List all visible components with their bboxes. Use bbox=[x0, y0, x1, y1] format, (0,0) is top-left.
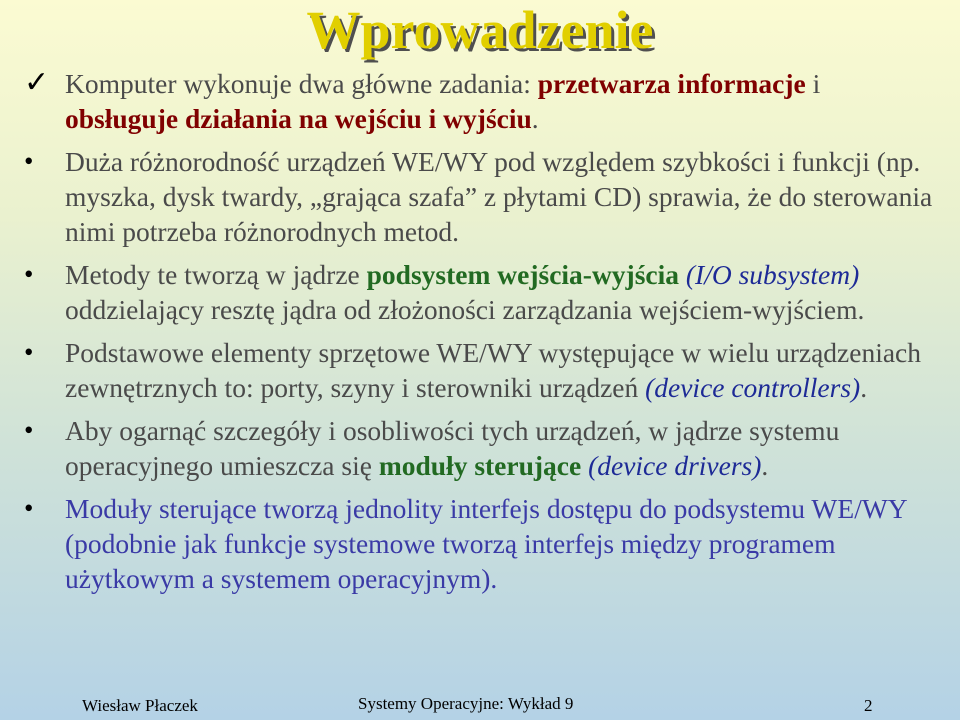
bullet-dot-icon: • bbox=[24, 415, 34, 445]
english-term: (device drivers) bbox=[588, 450, 762, 481]
english-term: (device controllers) bbox=[645, 372, 861, 403]
bullet-text: . bbox=[531, 103, 539, 134]
bullet-item-2 bbox=[0, 144, 960, 249]
bullet-text: Moduły sterujące tworzą jednolity interfejs dostępu do podsystemu WE/WY (podobnie jak funkcje systemowe tworzą interfejs między programem użytkowym a systemem operacyjnym). bbox=[65, 493, 907, 594]
page-number: 2 bbox=[864, 696, 873, 715]
slide-title: Wprowadzenie bbox=[306, 0, 654, 60]
bullet-text: oddzielający resztę jądra od złożoności zarządzania wejściem-wyjściem. bbox=[65, 294, 865, 325]
bullet-text: Duża różnorodność urządzeń WE/WY pod względem szybkości i funkcji (np. myszka, dysk twardy, „grająca szafa” z płytami CD) sprawia, że do sterowania nimi potrzeba różnorodnych metod. bbox=[65, 146, 933, 247]
bullet-dot-icon: • bbox=[24, 259, 34, 289]
bullet-item-5 bbox=[0, 413, 960, 483]
emphasis-text: przetwarza informacje bbox=[537, 68, 806, 99]
bullet-text bbox=[679, 259, 686, 290]
checkmark-icon: ✓ bbox=[24, 66, 50, 99]
bullet-text: Aby ogarnąć szczegóły i osobliwości tych urządzeń, w jądrze systemu operacyjnego umieszcza się bbox=[65, 415, 840, 481]
bullet-text: Metody te tworzą w jądrze bbox=[65, 259, 367, 290]
emphasis-text: moduły sterujące bbox=[378, 450, 582, 481]
bullet-list bbox=[0, 66, 960, 604]
bullet-item-1 bbox=[0, 66, 960, 136]
bullet-item-4 bbox=[0, 335, 960, 405]
bullet-text: . bbox=[761, 450, 769, 481]
bullet-text: Podstawowe elementy sprzętowe WE/WY występujące w wielu urządzeniach zewnętrznych to: porty, szyny i sterowniki urządzeń bbox=[65, 337, 922, 403]
bullet-text: . bbox=[860, 372, 868, 403]
emphasis-text: podsystem wejścia-wyjścia bbox=[366, 259, 680, 290]
bullet-item-3 bbox=[0, 257, 960, 327]
emphasis-text: obsługuje działania na wejściu i wyjściu bbox=[65, 103, 532, 134]
bullet-item-6 bbox=[0, 491, 960, 596]
english-term: (I/O subsystem) bbox=[685, 259, 860, 290]
slide-footer bbox=[0, 694, 960, 718]
bullet-dot-icon: • bbox=[24, 493, 34, 523]
footer-course-title: Systemy Operacyjne: Wykład 9 bbox=[358, 694, 574, 713]
footer-author: Wiesław Płaczek bbox=[82, 696, 198, 715]
bullet-dot-icon: • bbox=[24, 146, 34, 176]
bullet-text: i bbox=[805, 68, 821, 99]
bullet-dot-icon: • bbox=[24, 337, 34, 367]
bullet-text: Komputer wykonuje dwa główne zadania: bbox=[65, 68, 538, 99]
